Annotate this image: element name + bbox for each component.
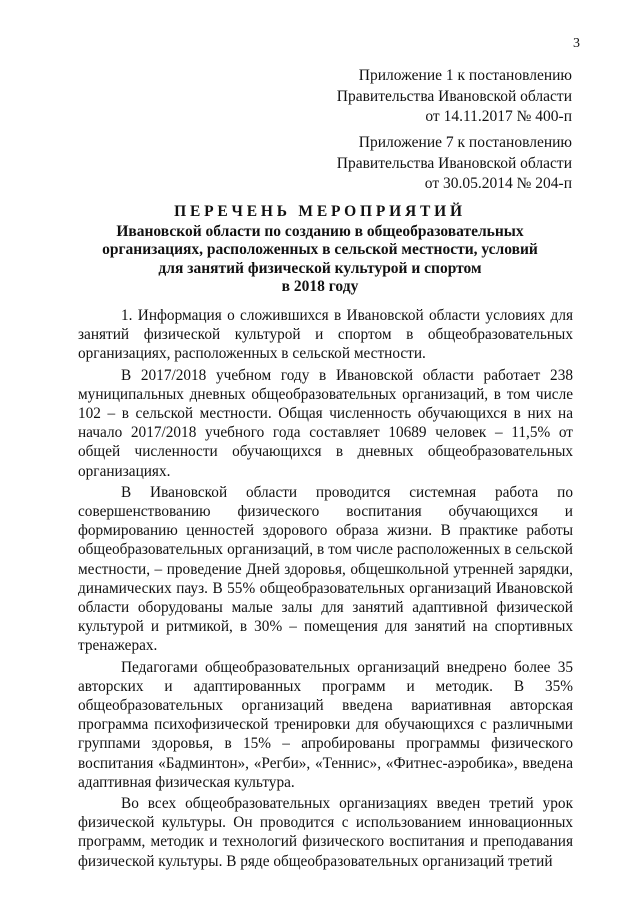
- appendix-1-line: Правительства Ивановской области: [336, 87, 572, 105]
- body-paragraph: В Ивановской области проводится системная работа по совершенствованию физического воспитания обучающихся и формированию ценностей здорового образа жизни. В практике работы общеобразовательных организаций, в том числе расположенных в сельской местности, – проведение Дней здоровья, общешкольной утренней зарядки, динамических пауз. В 55% общеобразовательных организаций Ивановской области оборудованы малые залы для занятий адаптивной физической культурой и ритмикой, в 30% – помещения для занятий на спортивных тренажерах.: [78, 483, 573, 655]
- body-paragraph: 1. Информация о сложившихся в Ивановской области условиях для занятий физической культурой и спортом в общеобразовательных организациях, расположенных в сельской местности.: [78, 307, 573, 363]
- appendix-7-header: [272, 133, 572, 195]
- appendix-1-line: от 14.11.2017 № 400-п: [425, 108, 572, 125]
- appendix-7-line: Приложение 7 к постановлению: [358, 134, 572, 151]
- title-line: Ивановской области по созданию в общеобразовательных: [116, 222, 524, 240]
- title-line: для занятий физической культурой и спортом: [158, 259, 482, 277]
- title-line: организациях, расположенных в сельской местности, условий: [102, 241, 538, 258]
- title-line: в 2018 году: [281, 278, 359, 295]
- page-number: 3: [573, 36, 580, 51]
- appendix-1-header: [272, 66, 572, 128]
- document-body: [78, 306, 573, 873]
- body-paragraph: Во всех общеобразовательных организациях введен третий урок физической культуры. Он проводится с использованием инновационных программ, методик и технологий физического воспитания и преподавания физической культуры. В ряде общеобразовательных организаций третий: [78, 795, 573, 870]
- title-main: ПЕРЕЧЕНЬ МЕРОПРИЯТИЙ: [174, 203, 466, 220]
- body-paragraph: Педагогами общеобразовательных организаций внедрено более 35 авторских и адаптированных программ и методик. В 35% общеобразовательных организаций введена вариативная авторская программа психофизической тренировки для обучающихся с различными группами здоровья, в 15% – апробированы программы физического воспитания «Бадминтон», «Регби», «Теннис», «Фитнес-аэробика», введена адаптивная физическая культура.: [78, 658, 573, 791]
- appendix-7-line: Правительства Ивановской области: [336, 154, 572, 172]
- body-paragraph: В 2017/2018 учебном году в Ивановской области работает 238 муниципальных дневных общеобразовательных организаций, в том числе 102 – в сельской местности. Общая численность обучающихся в них на начало 2017/2018 учебного года составляет 10689 человек – 11,5% от общей численности обучающихся в дневных общеобразовательных организациях.: [78, 366, 573, 480]
- appendix-1-line: Приложение 1 к постановлению: [358, 67, 572, 84]
- appendix-7-line: от 30.05.2014 № 204-п: [424, 175, 572, 192]
- document-title: [70, 203, 570, 297]
